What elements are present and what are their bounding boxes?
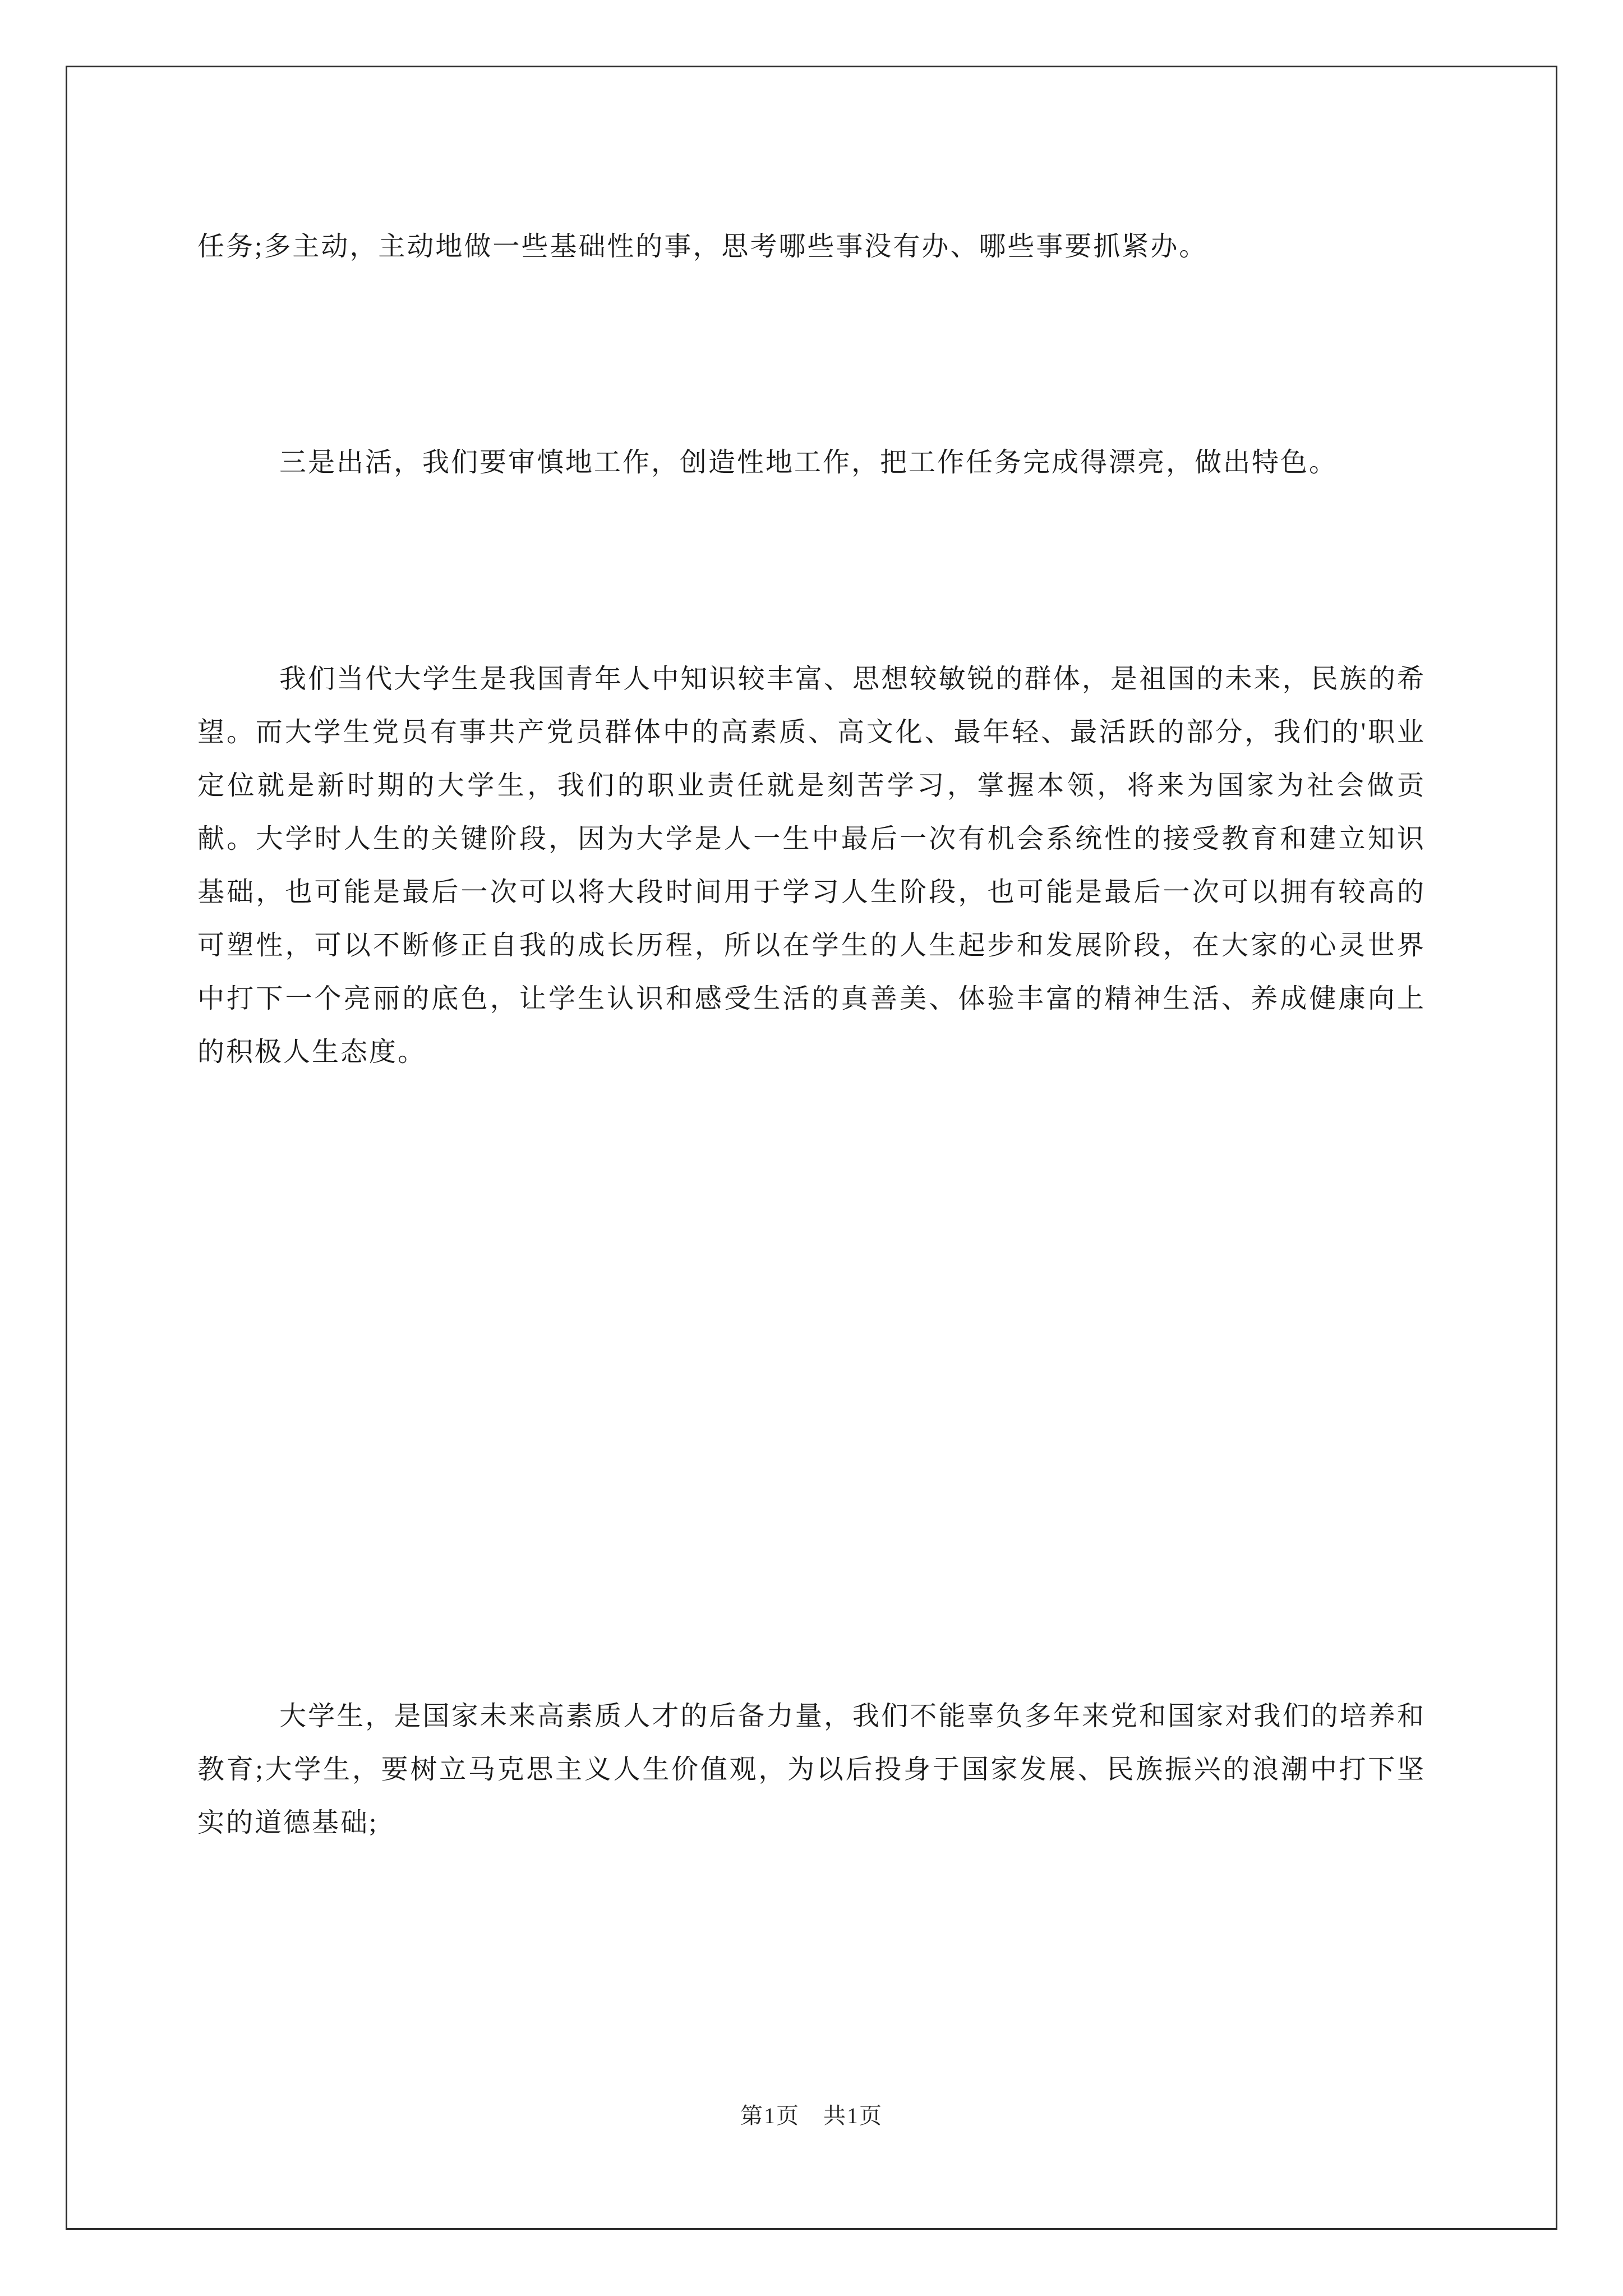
paragraph-continuation: 任务;多主动，主动地做一些基础性的事，思考哪些事没有办、哪些事要抓紧办。 — [197, 232, 1208, 261]
paragraph-college-students: 我们当代大学生是我国青年人中知识较丰富、思想较敏锐的群体，是祖国的未来，民族的希望。而大学生党员有事共产党员群体中的高素质、高文化、最年轻、最活跃的部分，我们的'职业定位就是新时期的大学生，我们的职业责任就是刻苦学习，掌握本领，将来为国家为社会做贡献。大学时人生的关键阶段，因为大学是人一生中最后一次有机会系统性的接受教育和建立知识基础，也可能是最后一次可以将大段时间用于学习人生阶段，也可能是最后一次可以拥有较高的可塑性，可以不断修正自我的成长历程，所以在学生的人生起步和发展阶段，在大家的心灵世界中打下一个亮丽的底色，让学生认识和感受生活的真善美、体验丰富的精神生活、养成健康向上的积极人生态度。 — [197, 664, 1426, 1067]
paragraph-work-quality: 三是出活，我们要审慎地工作，创造性地工作，把工作任务完成得漂亮，做出特色。 — [279, 448, 1338, 477]
page-border — [66, 66, 1557, 2230]
paragraph-future-talent: 大学生，是国家未来高素质人才的后备力量，我们不能辜负多年来党和国家对我们的培养和教育;大学生，要树立马克思主义人生价值观，为以后投身于国家发展、民族振兴的浪潮中打下坚实的道德基础; — [197, 1701, 1426, 1838]
page-footer: 第1页 共1页 — [740, 2103, 883, 2128]
